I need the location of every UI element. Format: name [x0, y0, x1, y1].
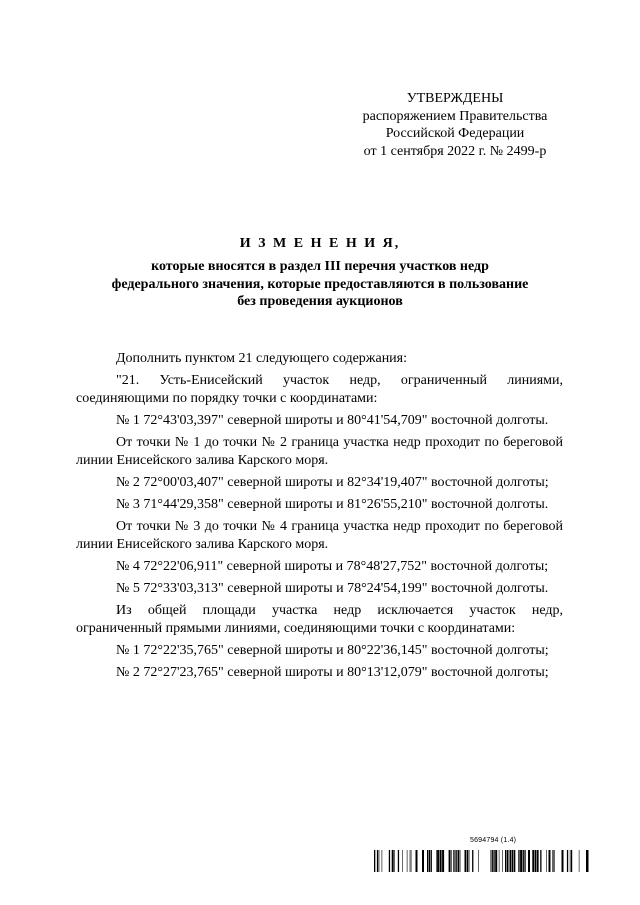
paragraph-area-definition: "21. Усть-Енисейский участок недр, ограниченный линиями, соединяющими по порядку точки с координатами:: [76, 373, 563, 406]
paragraph-boundary-3-4: От точки № 3 до точки № 4 граница участка недр проходит по береговой линии Енисейского залива Карского моря.: [76, 519, 563, 552]
paragraph-boundary-1-2: От точки № 1 до точки № 2 граница участка недр проходит по береговой линии Енисейского залива Карского моря.: [76, 435, 563, 468]
paragraph-exclusion: Из общей площади участка недр исключается участок недр, ограниченный прямыми линиями, соединяющими точки с координатами:: [76, 603, 563, 636]
barcode-label: 5694794 (1.4): [470, 837, 517, 844]
approval-line-order: распоряжением Правительства: [362, 108, 548, 124]
subtitle-line-1: которые вносятся в раздел III перечня участков недр: [151, 259, 489, 274]
approval-line-federation: Российской Федерации: [385, 126, 525, 141]
document-subtitle: [60, 258, 580, 311]
subtitle-line-3: без проведения аукционов: [237, 294, 403, 309]
document-title: И З М Е Н Е Н И Я,: [239, 236, 401, 251]
paragraph-intro: Дополнить пунктом 21 следующего содержания:: [116, 351, 408, 366]
subtitle-line-2: федерального значения, которые предоставляются в пользование: [111, 276, 529, 292]
paragraph-excluded-point-1: № 1 72°22'35,765" северной широты и 80°22'36,145" восточной долготы;: [116, 643, 549, 658]
barcode-icon: [374, 850, 589, 872]
approval-line-date: от 1 сентября 2022 г. № 2499-р: [363, 143, 547, 159]
paragraph-point-5: № 5 72°33'03,313" северной широты и 78°24'54,199" восточной долготы.: [116, 581, 549, 596]
approval-stamp: [330, 90, 580, 160]
paragraph-point-4: № 4 72°22'06,911" северной широты и 78°48'27,752" восточной долготы;: [116, 559, 549, 574]
paragraph-point-2: № 2 72°00'03,407" северной широты и 82°34'19,407" восточной долготы;: [116, 475, 549, 490]
paragraph-point-3: № 3 71°44'29,358" северной широты и 81°26'55,210" восточной долготы.: [116, 497, 549, 512]
document-body: [76, 350, 563, 686]
approval-line-approved: УТВЕРЖДЕНЫ: [406, 91, 504, 106]
paragraph-excluded-point-2: № 2 72°27'23,765" северной широты и 80°13'12,079" восточной долготы;: [116, 665, 549, 680]
paragraph-point-1: № 1 72°43'03,397" северной широты и 80°41'54,709" восточной долготы.: [116, 413, 549, 428]
